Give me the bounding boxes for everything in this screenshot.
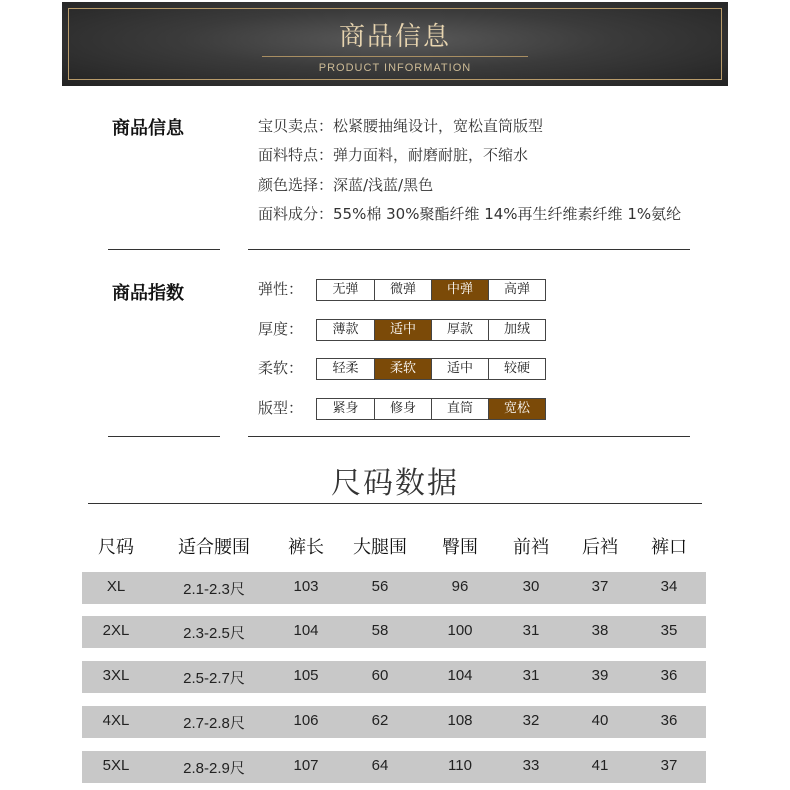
divider-right-2	[248, 436, 690, 437]
index-option: 无弹	[332, 282, 359, 297]
index-option: 加绒	[488, 320, 545, 340]
size-cell: 2.1-2.3尺	[183, 581, 245, 598]
size-row	[82, 616, 706, 648]
size-cell: 96	[451, 578, 469, 595]
size-row	[82, 751, 706, 783]
size-cell: 3XL	[102, 667, 130, 684]
size-cell: 30	[522, 578, 540, 595]
size-cell: 36	[660, 712, 678, 729]
size-cell: 2.5-2.7尺	[183, 670, 245, 687]
size-cell: 39	[591, 667, 609, 684]
index-option-selected: 中弹	[431, 280, 488, 300]
info-line-fabric-feature: 面料特点：弹力面料，耐磨耐脏，不缩水	[258, 146, 529, 164]
size-cell: 41	[591, 757, 609, 774]
index-label: 厚度：	[258, 320, 304, 338]
size-cell: 5XL	[102, 757, 130, 774]
index-option: 薄款	[332, 322, 359, 337]
index-option: 直筒	[431, 399, 488, 419]
banner-title: 商品信息	[338, 22, 451, 52]
size-cell: 37	[660, 757, 678, 774]
header-banner	[62, 2, 728, 86]
size-header-cell: 适合腰围	[178, 537, 250, 558]
info-line-selling-point: 宝贝卖点：松紧腰抽绳设计，宽松直筒版型	[258, 117, 544, 135]
index-label: 柔软：	[258, 359, 304, 377]
size-cell: 107	[293, 757, 319, 774]
size-cell: 2XL	[102, 622, 130, 639]
size-cell: 37	[591, 578, 609, 595]
size-cell: 34	[660, 578, 678, 595]
size-header-cell: 裤长	[288, 537, 324, 558]
size-cell: 35	[660, 622, 678, 639]
divider-left-2	[108, 436, 220, 437]
size-row	[82, 572, 706, 604]
size-cell: 105	[293, 667, 319, 684]
divider-right-1	[248, 249, 690, 250]
divider-left-1	[108, 249, 220, 250]
index-option-selected: 宽松	[488, 399, 545, 419]
index-option: 适中	[431, 359, 488, 379]
size-cell: 31	[522, 622, 540, 639]
size-cell: XL	[106, 578, 126, 595]
size-cell: 110	[448, 757, 472, 774]
index-option: 修身	[374, 399, 431, 419]
info-line-composition: 面料成分：55%棉 30%聚酯纤维 14%再生纤维素纤维 1%氨纶	[258, 205, 682, 223]
size-cell: 38	[591, 622, 609, 639]
info-line-colors: 颜色选择：深蓝/浅蓝/黑色	[258, 176, 434, 194]
banner-divider	[262, 56, 528, 57]
size-cell: 104	[293, 622, 319, 639]
size-cell: 33	[522, 757, 540, 774]
index-label: 弹性：	[258, 280, 304, 298]
size-cell: 56	[371, 578, 389, 595]
size-cell: 103	[293, 578, 319, 595]
size-cell: 31	[522, 667, 540, 684]
size-header-cell: 臀围	[442, 537, 478, 558]
size-header-cell: 后裆	[582, 537, 618, 558]
index-option: 紧身	[332, 401, 359, 416]
size-header-cell: 前裆	[513, 537, 549, 558]
size-row	[82, 661, 706, 693]
size-cell: 40	[591, 712, 609, 729]
index-option-group	[316, 279, 546, 301]
index-option-group	[316, 358, 546, 380]
size-cell: 100	[447, 622, 473, 639]
size-cell: 64	[371, 757, 389, 774]
info-heading: 商品信息	[112, 118, 184, 139]
size-header-cell: 大腿围	[353, 537, 407, 558]
size-cell: 36	[660, 667, 678, 684]
index-option-selected: 适中	[374, 320, 431, 340]
index-option: 轻柔	[332, 361, 359, 376]
size-cell: 32	[522, 712, 540, 729]
index-label: 版型：	[258, 399, 304, 417]
index-option-group	[316, 398, 546, 420]
size-cell: 62	[371, 712, 389, 729]
index-heading: 商品指数	[112, 283, 184, 304]
size-cell: 4XL	[102, 712, 130, 729]
size-cell: 2.7-2.8尺	[183, 715, 245, 732]
size-cell: 2.3-2.5尺	[183, 625, 245, 642]
index-option-group	[316, 319, 546, 341]
size-header-cell: 裤口	[651, 537, 687, 558]
index-option: 微弹	[374, 280, 431, 300]
index-option: 较硬	[488, 359, 545, 379]
index-option: 厚款	[431, 320, 488, 340]
size-chart-title: 尺码数据	[331, 466, 459, 501]
size-cell: 106	[293, 712, 319, 729]
size-header-cell: 尺码	[98, 537, 134, 558]
index-option: 高弹	[488, 280, 545, 300]
size-row	[82, 706, 706, 738]
size-cell: 58	[371, 622, 389, 639]
size-cell: 108	[447, 712, 473, 729]
size-chart-divider	[88, 503, 702, 504]
size-cell: 104	[447, 667, 473, 684]
index-option-selected: 柔软	[374, 359, 431, 379]
size-cell: 60	[371, 667, 389, 684]
size-cell: 2.8-2.9尺	[183, 760, 245, 777]
banner-subtitle: PRODUCT INFORMATION	[318, 62, 472, 74]
